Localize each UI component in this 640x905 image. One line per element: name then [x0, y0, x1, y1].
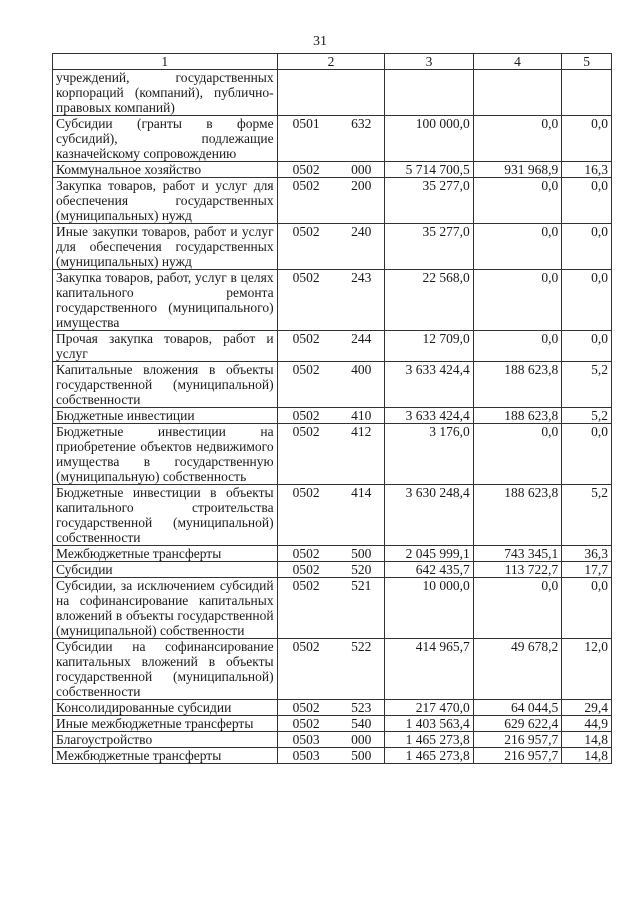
row-value-percent: 29,4 [562, 700, 612, 716]
row-name: Бюджетные инвестиции [53, 408, 278, 424]
row-expense-code: 632 [351, 116, 372, 131]
row-value-executed: 49 678,2 [473, 639, 561, 700]
row-name: Прочая закупка товаров, работ и услуг [53, 331, 278, 362]
row-codes [277, 716, 385, 732]
row-expense-code: 244 [351, 331, 372, 346]
row-name: учреждений, государственных корпораций (компаний), публично-правовых компаний) [53, 70, 278, 116]
row-section-code: 0502 [292, 485, 320, 500]
row-expense-code: 410 [351, 408, 372, 423]
row-codes [277, 224, 385, 270]
row-codes-wrap [281, 270, 382, 285]
table-row [53, 562, 612, 578]
row-name: Коммунальное хозяйство [53, 162, 278, 178]
row-expense-code: 540 [351, 716, 372, 731]
row-section-code: 0503 [292, 732, 320, 747]
row-codes-wrap [281, 116, 382, 131]
row-section-code: 0502 [292, 578, 320, 593]
table-row [53, 700, 612, 716]
row-value-percent: 0,0 [562, 331, 612, 362]
row-value-executed [473, 70, 561, 116]
row-codes-wrap [281, 639, 382, 654]
row-value-percent: 14,8 [562, 732, 612, 748]
table-row [53, 331, 612, 362]
row-value-percent: 14,8 [562, 748, 612, 764]
row-value-percent: 0,0 [562, 178, 612, 224]
row-value-planned: 35 277,0 [385, 224, 473, 270]
row-codes [277, 578, 385, 639]
row-expense-code: 000 [351, 162, 372, 177]
row-value-planned: 12 709,0 [385, 331, 473, 362]
row-value-planned: 217 470,0 [385, 700, 473, 716]
row-codes-wrap [281, 732, 382, 747]
row-codes [277, 700, 385, 716]
row-value-executed: 216 957,7 [473, 732, 561, 748]
row-value-planned: 1 465 273,8 [385, 748, 473, 764]
row-codes-wrap [281, 546, 382, 561]
row-expense-code: 240 [351, 224, 372, 239]
row-section-code: 0502 [292, 562, 320, 577]
row-name: Капитальные вложения в объекты государственной (муниципальной) собственности [53, 362, 278, 408]
row-name: Субсидии [53, 562, 278, 578]
row-value-executed: 0,0 [473, 270, 561, 331]
table-row [53, 224, 612, 270]
table-row [53, 639, 612, 700]
row-name: Закупка товаров, работ и услуг для обеспечения государственных (муниципальных) нужд [53, 178, 278, 224]
row-section-code: 0502 [292, 716, 320, 731]
row-value-percent: 0,0 [562, 116, 612, 162]
row-name: Межбюджетные трансферты [53, 546, 278, 562]
budget-table [52, 53, 612, 764]
row-section-code: 0502 [292, 362, 320, 377]
row-value-executed: 931 968,9 [473, 162, 561, 178]
row-value-percent: 5,2 [562, 485, 612, 546]
row-codes-wrap [281, 578, 382, 593]
table-row [53, 424, 612, 485]
row-codes [277, 562, 385, 578]
page-number: 31 [313, 34, 327, 49]
table-row [53, 732, 612, 748]
row-name: Бюджетные инвестиции на приобретение объектов недвижимого имущества в государственную (муниципальную) собственность [53, 424, 278, 485]
header-col-1: 1 [53, 54, 278, 70]
row-codes [277, 748, 385, 764]
row-codes-wrap [281, 362, 382, 377]
row-name: Субсидии на софинансирование капитальных вложений в объекты государственной (муниципальной) собственности [53, 639, 278, 700]
row-section-code: 0502 [292, 331, 320, 346]
row-value-percent: 0,0 [562, 424, 612, 485]
row-codes-wrap [281, 408, 382, 423]
table-row [53, 362, 612, 408]
row-value-executed: 113 722,7 [473, 562, 561, 578]
row-value-planned: 35 277,0 [385, 178, 473, 224]
row-value-percent [562, 70, 612, 116]
budget-table-body [53, 54, 612, 764]
row-expense-code: 500 [351, 748, 372, 763]
row-section-code: 0502 [292, 178, 320, 193]
table-row [53, 716, 612, 732]
row-value-percent: 5,2 [562, 408, 612, 424]
row-codes-wrap [281, 748, 382, 763]
row-codes [277, 162, 385, 178]
row-codes [277, 639, 385, 700]
row-expense-code: 243 [351, 270, 372, 285]
row-value-executed: 0,0 [473, 331, 561, 362]
table-row [53, 485, 612, 546]
row-value-executed: 188 623,8 [473, 408, 561, 424]
row-value-executed: 0,0 [473, 224, 561, 270]
row-codes [277, 178, 385, 224]
row-codes-wrap [281, 224, 382, 239]
row-expense-code: 000 [351, 732, 372, 747]
table-row [53, 116, 612, 162]
row-section-code: 0502 [292, 162, 320, 177]
table-row [53, 178, 612, 224]
row-value-planned: 1 465 273,8 [385, 732, 473, 748]
row-value-percent: 16,3 [562, 162, 612, 178]
row-value-executed: 0,0 [473, 178, 561, 224]
row-section-code: 0502 [292, 224, 320, 239]
row-value-percent: 5,2 [562, 362, 612, 408]
row-value-executed: 0,0 [473, 578, 561, 639]
row-value-planned: 3 630 248,4 [385, 485, 473, 546]
row-name: Субсидии (гранты в форме субсидий), подлежащие казначейскому сопровождению [53, 116, 278, 162]
row-value-executed: 629 622,4 [473, 716, 561, 732]
row-value-executed: 188 623,8 [473, 485, 561, 546]
row-value-executed: 64 044,5 [473, 700, 561, 716]
row-value-percent: 17,7 [562, 562, 612, 578]
header-col-5: 5 [562, 54, 612, 70]
table-header-row [53, 54, 612, 70]
row-section-code: 0502 [292, 700, 320, 715]
row-value-executed: 743 345,1 [473, 546, 561, 562]
row-expense-code: 400 [351, 362, 372, 377]
row-value-percent: 0,0 [562, 578, 612, 639]
row-expense-code: 520 [351, 562, 372, 577]
row-value-planned: 3 633 424,4 [385, 362, 473, 408]
row-section-code: 0503 [292, 748, 320, 763]
row-codes [277, 70, 385, 116]
row-codes-wrap [281, 331, 382, 346]
row-value-planned: 5 714 700,5 [385, 162, 473, 178]
row-value-executed: 188 623,8 [473, 362, 561, 408]
row-value-planned: 1 403 563,4 [385, 716, 473, 732]
row-value-percent: 0,0 [562, 270, 612, 331]
row-value-percent: 44,9 [562, 716, 612, 732]
row-codes [277, 732, 385, 748]
row-name: Субсидии, за исключением субсидий на софинансирование капитальных вложений в объекты государственной (муниципальной) собственности [53, 578, 278, 639]
row-expense-code: 500 [351, 546, 372, 561]
row-codes [277, 116, 385, 162]
row-section-code: 0502 [292, 546, 320, 561]
row-value-planned: 642 435,7 [385, 562, 473, 578]
row-value-planned: 10 000,0 [385, 578, 473, 639]
row-value-planned: 414 965,7 [385, 639, 473, 700]
row-section-code: 0502 [292, 408, 320, 423]
row-value-executed: 216 957,7 [473, 748, 561, 764]
table-row [53, 748, 612, 764]
row-value-planned: 22 568,0 [385, 270, 473, 331]
row-codes [277, 424, 385, 485]
row-section-code: 0502 [292, 270, 320, 285]
row-codes [277, 485, 385, 546]
row-expense-code: 412 [351, 424, 372, 439]
row-section-code: 0502 [292, 639, 320, 654]
table-row [53, 162, 612, 178]
row-codes-wrap [281, 562, 382, 577]
row-codes-wrap [281, 700, 382, 715]
row-expense-code: 414 [351, 485, 372, 500]
row-expense-code: 200 [351, 178, 372, 193]
row-expense-code: 522 [351, 639, 372, 654]
row-name: Иные закупки товаров, работ и услуг для обеспечения государственных (муниципальных) нужд [53, 224, 278, 270]
row-value-executed: 0,0 [473, 116, 561, 162]
row-name: Иные межбюджетные трансферты [53, 716, 278, 732]
table-row [53, 270, 612, 331]
row-name: Закупка товаров, работ, услуг в целях капитального ремонта государственного (муниципального) имущества [53, 270, 278, 331]
row-codes [277, 331, 385, 362]
row-name: Межбюджетные трансферты [53, 748, 278, 764]
row-section-code: 0502 [292, 424, 320, 439]
row-codes-wrap [281, 716, 382, 731]
header-col-4: 4 [473, 54, 561, 70]
table-row [53, 578, 612, 639]
row-expense-code: 523 [351, 700, 372, 715]
row-codes [277, 546, 385, 562]
row-value-planned [385, 70, 473, 116]
header-col-3: 3 [385, 54, 473, 70]
table-row [53, 546, 612, 562]
row-section-code: 0501 [292, 116, 320, 131]
row-codes [277, 408, 385, 424]
row-codes [277, 270, 385, 331]
header-col-2: 2 [277, 54, 385, 70]
row-value-percent: 36,3 [562, 546, 612, 562]
row-name: Бюджетные инвестиции в объекты капитального строительства государственной (муниципальной) собственности [53, 485, 278, 546]
row-codes [277, 362, 385, 408]
row-expense-code: 521 [351, 578, 372, 593]
table-row [53, 70, 612, 116]
row-value-executed: 0,0 [473, 424, 561, 485]
row-value-planned: 2 045 999,1 [385, 546, 473, 562]
row-value-planned: 3 176,0 [385, 424, 473, 485]
row-codes-wrap [281, 178, 382, 193]
row-codes-wrap [281, 162, 382, 177]
row-value-planned: 3 633 424,4 [385, 408, 473, 424]
row-codes-wrap [281, 424, 382, 439]
table-row [53, 408, 612, 424]
row-value-planned: 100 000,0 [385, 116, 473, 162]
row-name: Консолидированные субсидии [53, 700, 278, 716]
row-value-percent: 12,0 [562, 639, 612, 700]
row-codes-wrap [281, 485, 382, 500]
row-name: Благоустройство [53, 732, 278, 748]
row-value-percent: 0,0 [562, 224, 612, 270]
